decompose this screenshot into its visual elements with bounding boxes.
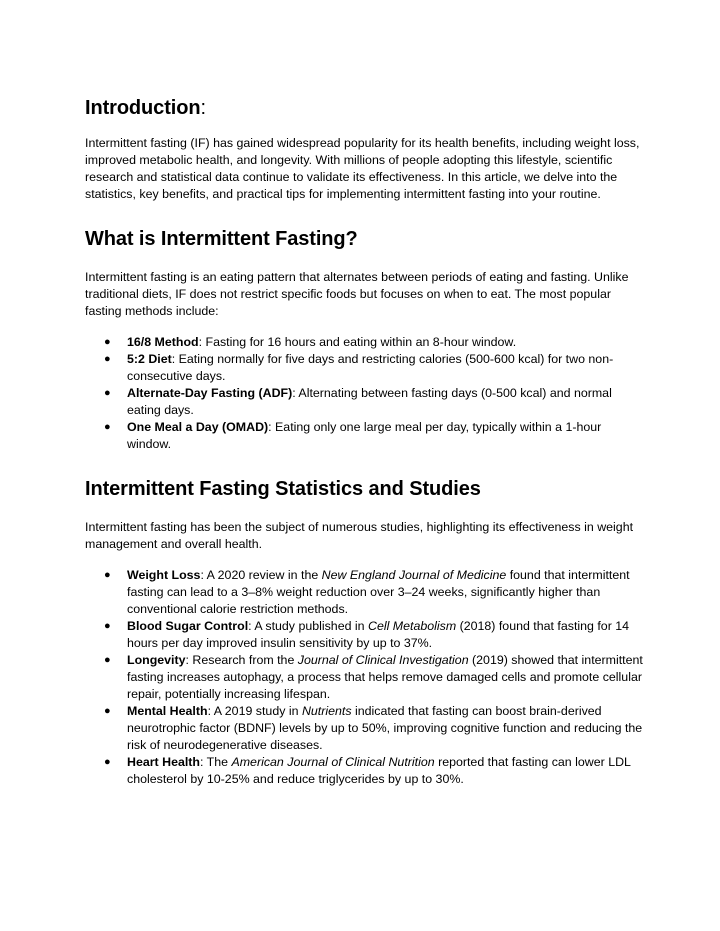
method-description: : Alternating between fasting days (0-500 kcal) and normal eating days. <box>127 386 612 417</box>
introduction-heading <box>85 96 645 120</box>
study-source: Cell Metabolism <box>368 619 457 633</box>
list-item <box>85 334 645 351</box>
bullet-icon: ● <box>104 756 111 768</box>
bullet-icon: ● <box>104 336 111 348</box>
list-item <box>85 754 645 788</box>
study-text-pre: : The <box>200 755 232 769</box>
bullet-icon: ● <box>104 569 111 581</box>
method-description: : Fasting for 16 hours and eating within an 8-hour window. <box>198 335 517 349</box>
study-term: Heart Health <box>127 755 200 769</box>
study-term: Longevity <box>127 653 186 667</box>
study-text-pre: : Research from the <box>185 653 298 667</box>
study-term: Mental Health <box>127 704 208 718</box>
list-item <box>85 351 645 385</box>
study-source: Journal of Clinical Investigation <box>297 653 469 667</box>
study-text-post: found that intermittent fasting can lead to a 3–8% weight reduction over 3–24 weeks, significantly higher than conventional calorie restriction methods. <box>127 568 630 616</box>
study-text-post: (2019) showed that intermittent fasting increases autophagy, a process that helps remove damaged cells and promote cellular repair, potentially increasing lifespan. <box>127 653 643 701</box>
study-term: Weight Loss <box>127 568 201 582</box>
what-is-heading: What is Intermittent Fasting? <box>85 228 358 250</box>
study-text-pre: : A 2020 review in the <box>200 568 322 582</box>
introduction-heading-text: Introduction <box>85 97 201 119</box>
what-is-paragraph: Intermittent fasting is an eating pattern that alternates between periods of eating and fasting. Unlike traditional diets, IF does not restrict specific foods but focuses on when to eat. The most popular fasting methods include: <box>85 270 629 318</box>
bullet-icon: ● <box>104 353 111 365</box>
statistics-paragraph: Intermittent fasting has been the subject of numerous studies, highlighting its effectiveness in weight management and overall health. <box>85 520 634 551</box>
statistics-heading: Intermittent Fasting Statistics and Studies <box>85 478 481 500</box>
study-source: Nutrients <box>301 704 352 718</box>
bullet-icon: ● <box>104 654 111 666</box>
list-item <box>85 618 645 652</box>
method-description: : Eating normally for five days and restricting calories (500-600 kcal) for two non-consecutive days. <box>127 352 614 383</box>
study-text-post: (2018) found that fasting for 14 hours per day improved insulin sensitivity by up to 37%. <box>127 619 630 650</box>
fasting-methods-list <box>85 334 645 453</box>
method-description: : Eating only one large meal per day, typically within a 1-hour window. <box>127 420 602 451</box>
method-term: 16/8 Method <box>127 335 199 349</box>
bullet-icon: ● <box>104 421 111 433</box>
method-term: 5:2 Diet <box>127 352 172 366</box>
bullet-icon: ● <box>104 620 111 632</box>
study-text-pre: : A study published in <box>248 619 369 633</box>
list-item <box>85 652 645 703</box>
introduction-paragraph: Intermittent fasting (IF) has gained widespread popularity for its health benefits, including weight loss, improved metabolic health, and longevity. With millions of people adopting this lifestyle, scientific research and statistical data continue to validate its effectiveness. In this article, we delve into the statistics, key benefits, and practical tips for implementing intermittent fasting into your routine. <box>85 136 640 201</box>
document-content <box>85 96 645 788</box>
list-item <box>85 703 645 754</box>
list-item <box>85 567 645 618</box>
study-source: American Journal of Clinical Nutrition <box>231 755 435 769</box>
study-source: New England Journal of Medicine <box>321 568 507 582</box>
bullet-icon: ● <box>104 705 111 717</box>
list-item <box>85 419 645 453</box>
method-term: Alternate-Day Fasting (ADF) <box>127 386 293 400</box>
study-text-post: indicated that fasting can boost brain-derived neurotrophic factor (BDNF) levels by up to 50%, improving cognitive function and reducing the risk of neurodegenerative diseases. <box>127 704 643 752</box>
introduction-heading-colon: : <box>200 97 206 119</box>
studies-list <box>85 567 645 788</box>
bullet-icon: ● <box>104 387 111 399</box>
study-text-pre: : A 2019 study in <box>207 704 302 718</box>
list-item <box>85 385 645 419</box>
method-term: One Meal a Day (OMAD) <box>127 420 269 434</box>
study-term: Blood Sugar Control <box>127 619 249 633</box>
study-text-post: reported that fasting can lower LDL cholesterol by 10-25% and reduce triglycerides by up to 30%. <box>127 755 631 786</box>
